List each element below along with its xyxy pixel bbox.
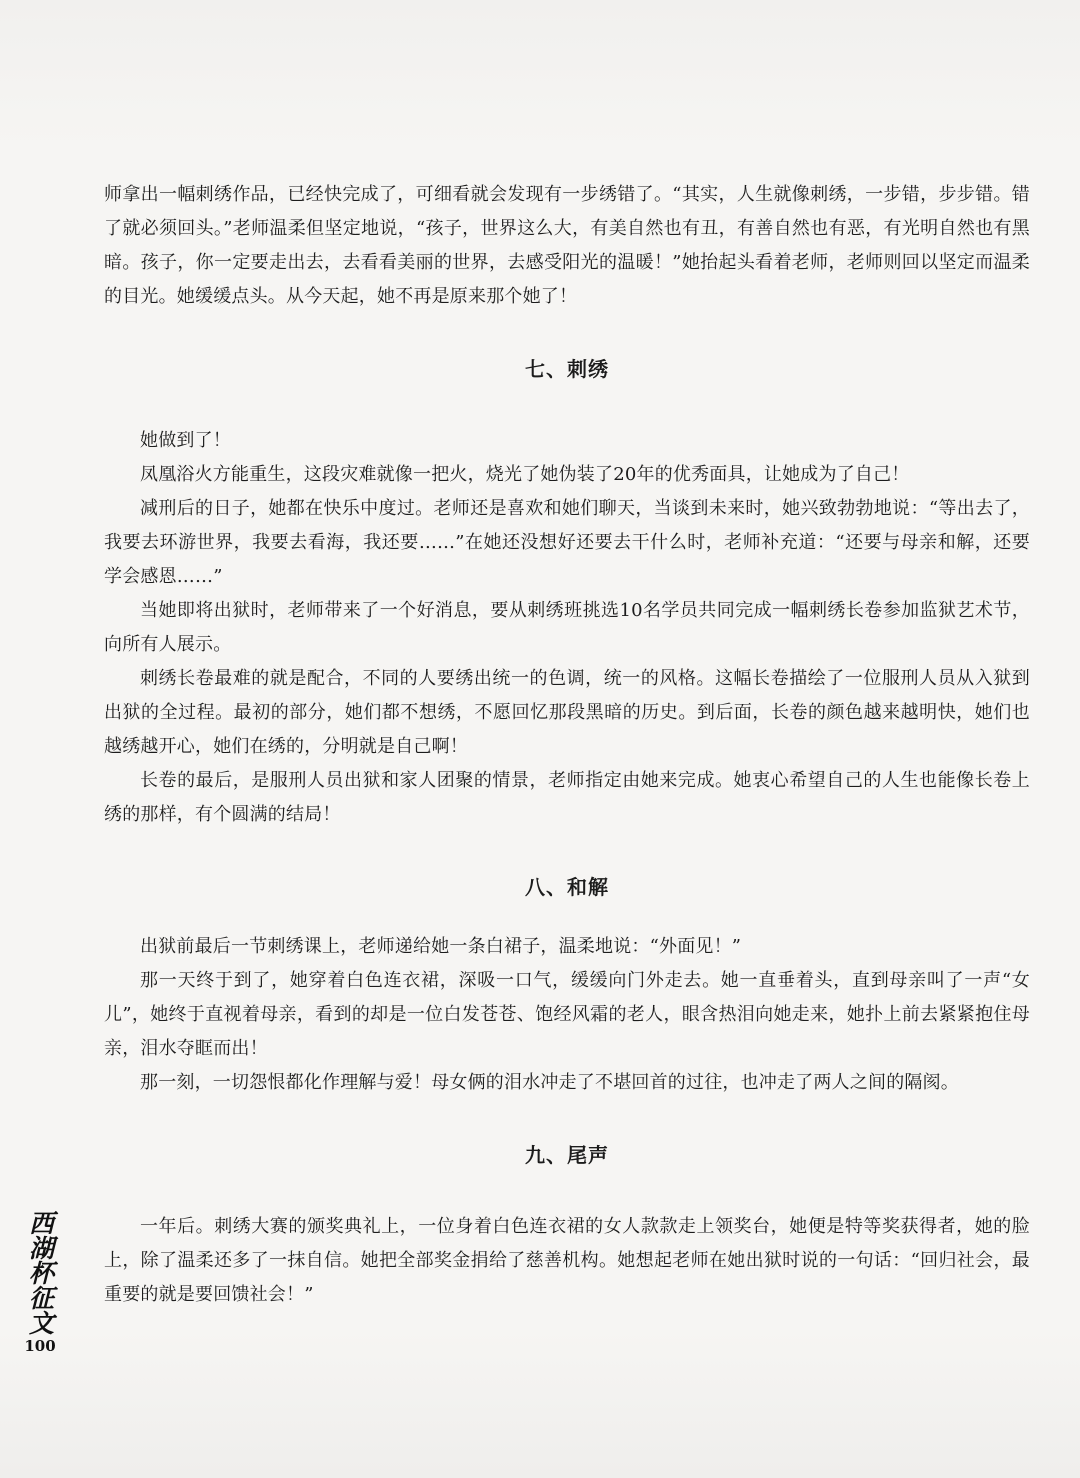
section-7-paragraph: 她做到了！ (140, 430, 231, 451)
magazine-column-title: 西湖杯征文 (25, 1210, 55, 1335)
section-7-paragraph: 减刑后的日子，她都在快乐中度过。老师还是喜欢和她们聊天，当谈到未来时，她兴致勃勃地说：“等出去了，我要去环游世界，我要去看海，我还要……”在她还没想好还要去干什么时，老师补充道：“还要与母亲和解，还要学会感恩……” (104, 498, 1030, 587)
section-7-paragraph: 长卷的最后，是服刑人员出狱和家人团聚的情景，老师指定由她来完成。她衷心希望自己的人生也能像长卷上绣的那样，有个圆满的结局！ (104, 770, 1030, 825)
section-9-paragraph: 一年后。刺绣大赛的颁奖典礼上，一位身着白色连衣裙的女人款款走上领奖台，她便是特等奖获得者，她的脸上，除了温柔还多了一抹自信。她把全部奖金捐给了慈善机构。她想起老师在她出狱时说的一句话：“回归社会，最重要的就是要回馈社会！” (104, 1216, 1030, 1305)
intro-paragraph: 师拿出一幅刺绣作品，已经快完成了，可细看就会发现有一步绣错了。“其实，人生就像刺绣，一步错，步步错。错了就必须回头。”老师温柔但坚定地说，“孩子，世界这么大，有美自然也有丑，有善自然也有恶，有光明自然也有黑暗。孩子，你一定要走出去，去看看美丽的世界，去感受阳光的温暖！”她抬起头看着老师，老师则回以坚定而温柔的目光。她缓缓点头。从今天起，她不再是原来那个她了！ (104, 184, 1030, 307)
section-7-paragraph: 当她即将出狱时，老师带来了一个好消息，要从刺绣班挑选10名学员共同完成一幅刺绣长卷参加监狱艺术节，向所有人展示。 (104, 600, 1030, 655)
section-8-paragraph: 那一天终于到了，她穿着白色连衣裙，深吸一口气，缓缓向门外走去。她一直垂着头，直到母亲叫了一声“女儿”，她终于直视着母亲，看到的却是一位白发苍苍、饱经风霜的老人，眼含热泪向她走来，她扑上前去紧紧抱住母亲，泪水夺眶而出！ (104, 970, 1030, 1059)
section-7-heading: 七、刺绣 (525, 357, 609, 381)
section-8-heading: 八、和解 (525, 875, 609, 899)
article-body (104, 178, 1030, 1312)
section-7-paragraph: 凤凰浴火方能重生，这段灾难就像一把火，烧光了她伪装了20年的优秀面具，让她成为了自己！ (140, 464, 910, 485)
page-number: 100 (24, 1337, 56, 1355)
section-8-paragraph: 那一刻，一切怨恨都化作理解与爱！母女俩的泪水冲走了不堪回首的过往，也冲走了两人之间的隔阂。 (140, 1072, 959, 1093)
section-7-paragraph: 刺绣长卷最难的就是配合，不同的人要绣出统一的色调，统一的风格。这幅长卷描绘了一位服刑人员从入狱到出狱的全过程。最初的部分，她们都不想绣，不愿回忆那段黑暗的历史。到后面，长卷的颜色越来越明快，她们也越绣越开心，她们在绣的，分明就是自己啊！ (104, 668, 1030, 757)
side-margin-label (20, 1210, 60, 1355)
section-9-heading: 九、尾声 (525, 1143, 609, 1167)
section-8-paragraph: 出狱前最后一节刺绣课上，老师递给她一条白裙子，温柔地说：“外面见！” (140, 936, 742, 957)
